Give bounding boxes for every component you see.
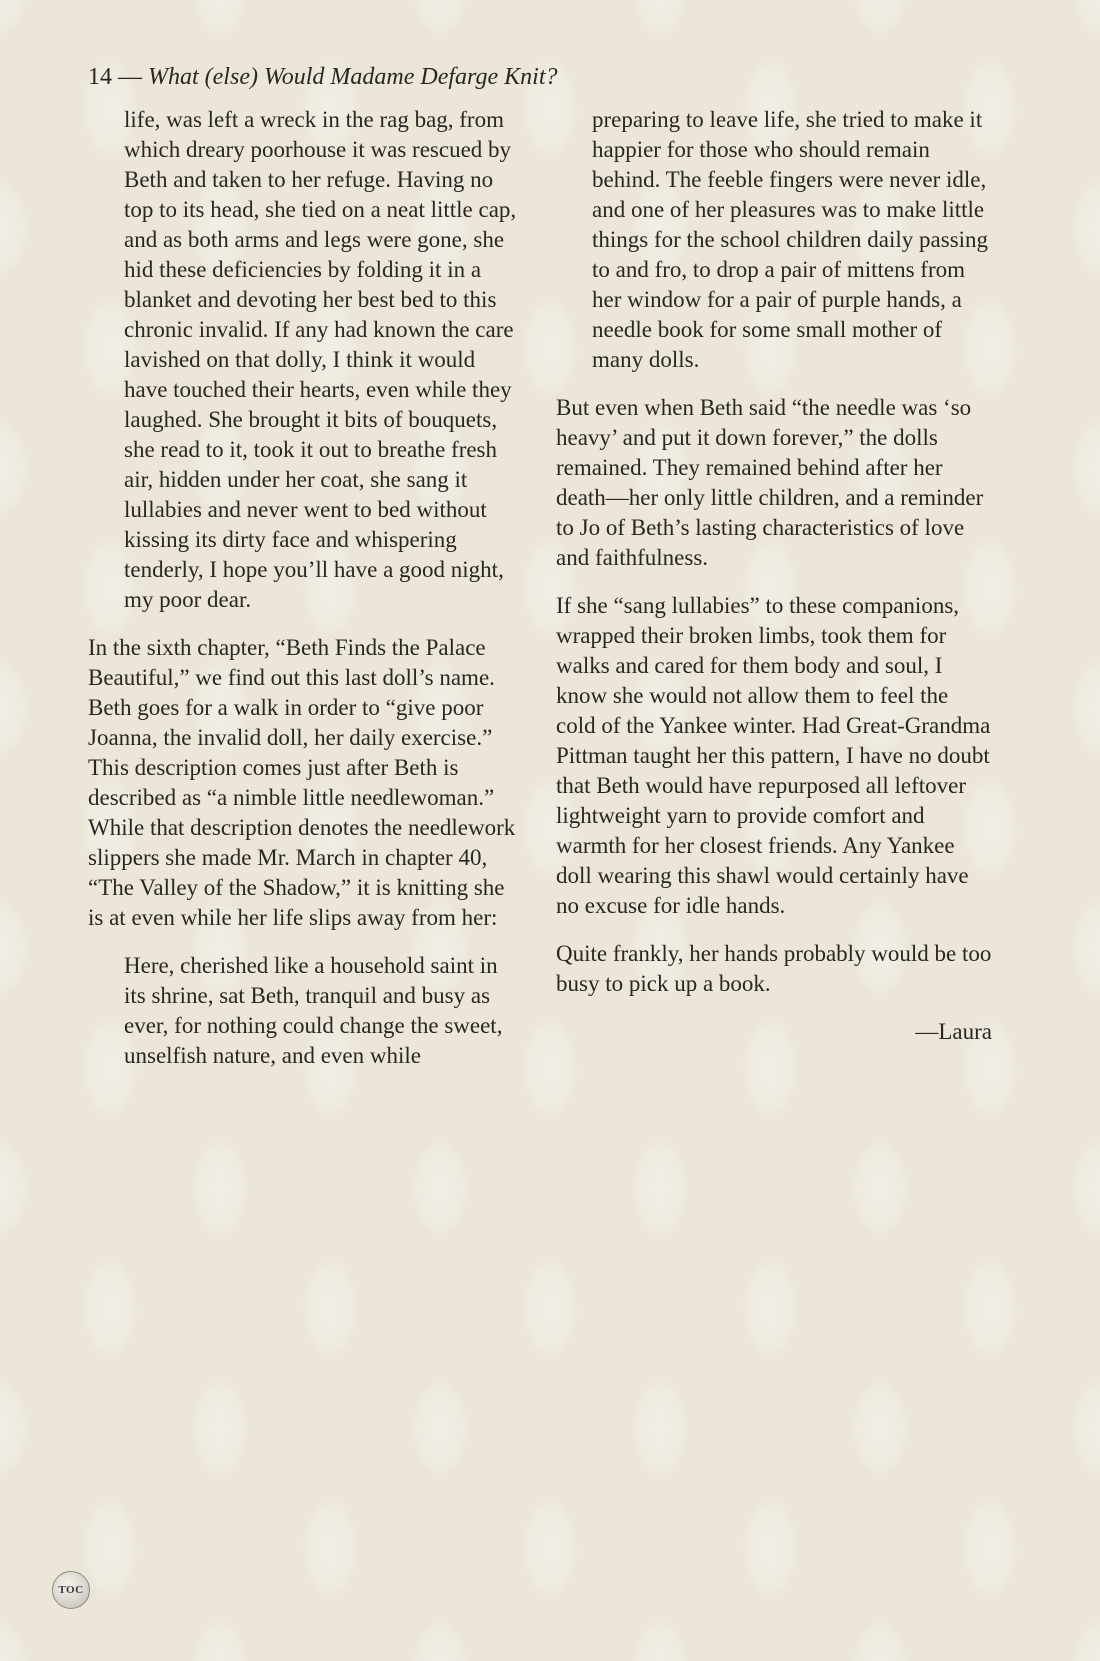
- right-column: [556, 105, 992, 1065]
- block-quote: Here, cherished like a household saint in its shrine, sat Beth, tranquil and busy as ever, for nothing could change the sweet, unselfish nature, and even while: [124, 953, 503, 1068]
- body-paragraph: In the sixth chapter, “Beth Finds the Palace Beautiful,” we find out this last doll’s name. Beth goes for a walk in order to “give poor Joanna, the invalid doll, her daily exercise.” This description comes just after Beth is described as “a nimble little needlewoman.” While that description denotes the needlework slippers she made Mr. March in chapter 40, “The Valley of the Shadow,” it is knitting she is at even while her life slips away from her:: [88, 635, 516, 930]
- book-title: What (else) Would Madame Defarge Knit?: [148, 64, 558, 90]
- block-quote-continuation: life, was left a wreck in the rag bag, from which dreary poorhouse it was rescued by Beth and taken to her refuge. Having no top to its head, she tied on a neat little cap, and as both arms and legs were gone, she hid these deficiencies by folding it in a blanket and devoting her best bed to this chronic invalid. If any had known the care lavished on that dolly, I think it would have touched their hearts, even while they laughed. She brought it bits of bouquets, she read to it, took it out to breathe fresh air, hidden under her coat, she sang it lullabies and never went to bed without kissing its dirty face and whispering tenderly, I hope you’ll have a good night, my poor dear.: [124, 107, 517, 612]
- author-signature: —Laura: [915, 1019, 992, 1044]
- body-paragraph: If she “sang lullabies” to these companions, wrapped their broken limbs, took them for walks and cared for them body and soul, I know she would not allow them to feel the cold of the Yankee winter. Had Great-Grandma Pittman taught her this pattern, I have no doubt that Beth would have repurposed all leftover lightweight yarn to provide comfort and warmth for her closest friends. Any Yankee doll wearing this shawl would certainly have no excuse for idle hands.: [556, 593, 991, 918]
- block-quote-continuation: preparing to leave life, she tried to make it happier for those who should remain behind. The feeble fingers were never idle, and one of her pleasures was to make little things for the school children daily passing to and fro, to drop a pair of mittens from her window for a pair of purple hands, a needle book for some small mother of many dolls.: [592, 107, 989, 372]
- page-number: 14: [88, 64, 112, 90]
- left-column: [88, 105, 518, 1089]
- toc-button[interactable]: TOC: [52, 1571, 90, 1609]
- header-separator: —: [112, 64, 148, 90]
- running-header: [88, 60, 558, 94]
- body-paragraph: But even when Beth said “the needle was ‘so heavy’ and put it down forever,” the dolls remained. They remained behind after her death—her only little children, and a reminder to Jo of Beth’s lasting characteristics of love and faithfulness.: [556, 395, 984, 570]
- body-paragraph: Quite frankly, her hands probably would be too busy to pick up a book.: [556, 941, 992, 996]
